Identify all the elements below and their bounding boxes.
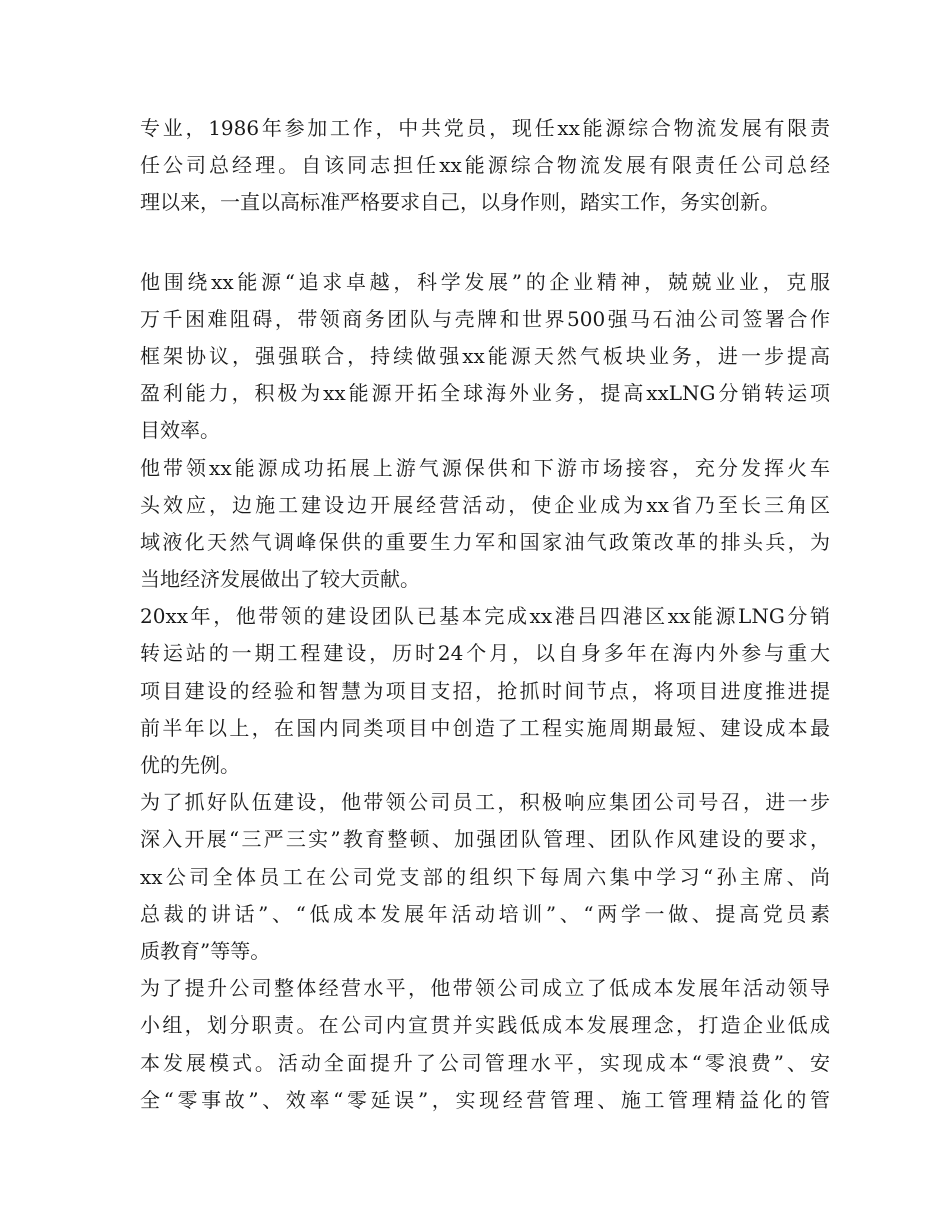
text-line: 为了提升公司整体经营水平，他带领公司成立了低成本发展年活动领导: [140, 976, 830, 1001]
text-line: 优的先例。: [140, 753, 240, 777]
text-line: 框架协议，强强联合，持续做强xx能源天然气板块业务，进一步提高: [140, 343, 830, 368]
text-line: 头效应，边施工建设边开展经营活动，使企业成为xx省乃至长三角区: [140, 492, 830, 517]
text-line: 域液化天然气调峰保供的重要生力军和国家油气政策改革的排头兵，为: [140, 529, 830, 554]
text-line: 万千困难阻碍，带领商务团队与壳牌和世界500强马石油公司签署合作: [140, 306, 830, 331]
text-line: 为了抓好队伍建设，他带领公司员工，积极响应集团公司号召，进一步: [140, 790, 830, 815]
paragraph-team-building: [140, 784, 830, 970]
paragraph-market: [140, 450, 830, 599]
text-line: 小组，划分职责。在公司内宣贯并实践低成本发展理念，打造企业低成: [140, 1013, 830, 1038]
text-line: xx公司全体员工在公司党支部的组织下每周六集中学习“孙主席、尚: [140, 864, 830, 889]
document-body: [140, 110, 830, 1119]
text-line: 本发展模式。活动全面提升了公司管理水平，实现成本“零浪费”、安: [140, 1050, 830, 1075]
text-line: 理以来，一直以高标准严格要求自己，以身作则，踏实工作，务实创新。: [140, 190, 780, 215]
text-line: 目效率。: [140, 418, 220, 443]
paragraph-intro: [140, 110, 830, 222]
text-line: 项目建设的经验和智慧为项目支招，抢抓时间节点，将项目进度推进提: [140, 678, 830, 703]
text-line: 盈利能力，积极为xx能源开拓全球海外业务，提高xxLNG分销转运项: [140, 381, 830, 406]
paragraph-strategy: [140, 264, 830, 450]
text-line: 转运站的一期工程建设，历时24个月，以自身多年在海内外参与重大: [140, 641, 830, 666]
text-line: 他围绕xx能源“追求卓越，科学发展”的企业精神，兢兢业业，克服: [140, 269, 830, 294]
text-line: 质教育”等等。: [140, 938, 271, 963]
paragraph-spacer: [140, 222, 830, 264]
text-line: 他带领xx能源成功拓展上游气源保供和下游市场接容，充分发挥火车: [140, 455, 830, 480]
paragraph-management: [140, 970, 830, 1119]
text-line: 全“零事故”、效率“零延误”，实现经营管理、施工管理精益化的管: [140, 1087, 830, 1112]
paragraph-construction: [140, 598, 830, 784]
text-line: 总裁的讲话”、“低成本发展年活动培训”、“两学一做、提高党员素: [140, 901, 830, 926]
text-line: 任公司总经理。自该同志担任xx能源综合物流发展有限责任公司总经: [140, 153, 830, 178]
text-line: 深入开展“三严三实”教育整顿、加强团队管理、团队作风建设的要求，: [140, 827, 830, 852]
text-line: 前半年以上，在国内同类项目中创造了工程实施周期最短、建设成本最: [140, 715, 830, 740]
text-line: 20xx年，他带领的建设团队已基本完成xx港吕四港区xx能源LNG分销: [140, 604, 830, 629]
text-line: 当地经济发展做出了较大贡献。: [140, 567, 420, 592]
text-line: 专业，1986年参加工作，中共党员，现任xx能源综合物流发展有限责: [140, 116, 830, 140]
